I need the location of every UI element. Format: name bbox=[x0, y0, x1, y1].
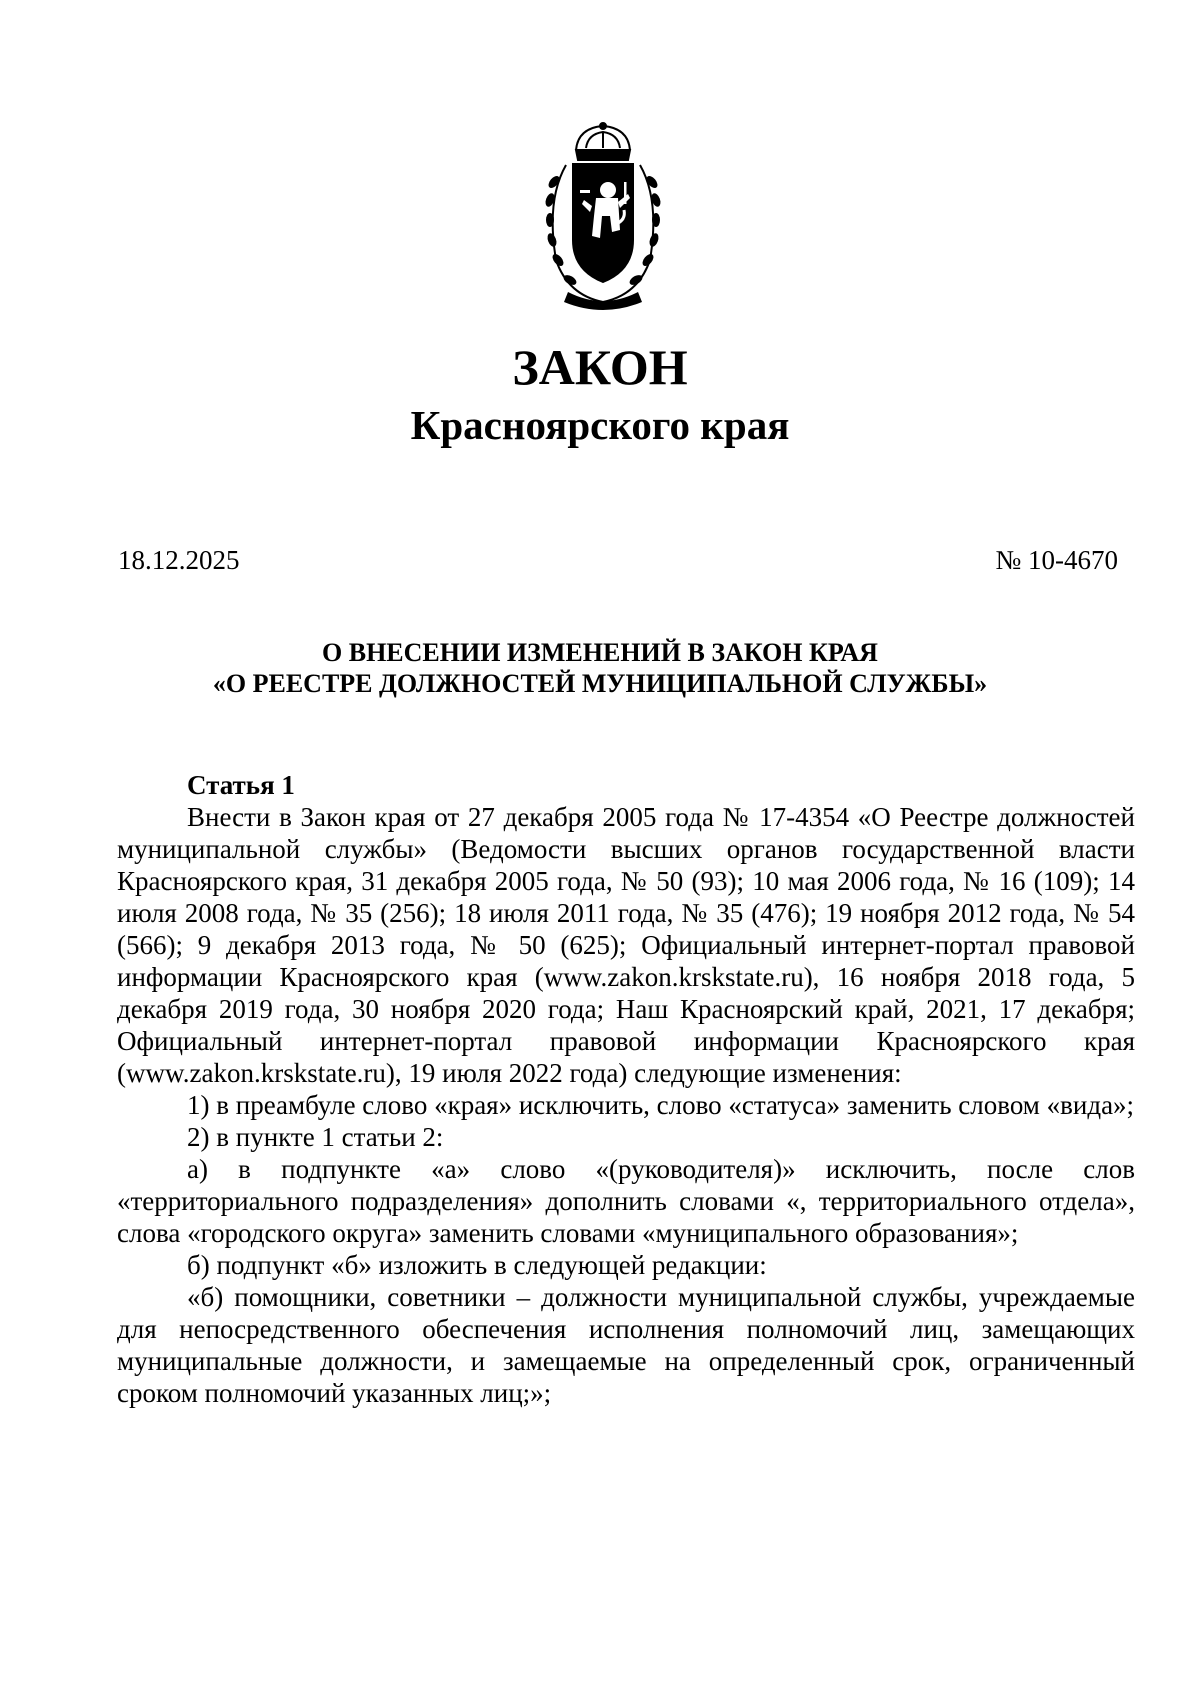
document-number: № 10-4670 bbox=[995, 545, 1118, 575]
document-body bbox=[117, 769, 1135, 1409]
paragraph: 2) в пункте 1 статьи 2: bbox=[187, 1122, 444, 1152]
paragraph: «б) помощники, советники – должности муниципальной службы, учреждаемые для непосредственного обеспечения исполнения полномочий лиц, замещающих муниципальные должности, и замещаемые на определенный срок, ограниченный сроком полномочий указанных лиц;»; bbox=[117, 1282, 1135, 1408]
coat-of-arms-emblem bbox=[538, 120, 668, 315]
paragraph: а) в подпункте «а» слово «(руководителя)» исключить, после слов «территориального подразделения» дополнить словами «, территориального отдела», слова «городского округа» заменить словами «муниципального образования»; bbox=[117, 1154, 1135, 1248]
document-subtitle: Красноярского края bbox=[410, 402, 790, 448]
document-date: 18.12.2025 bbox=[118, 545, 240, 575]
law-heading bbox=[100, 637, 1100, 699]
document-title: ЗАКОН bbox=[512, 339, 688, 395]
paragraph: б) подпункт «б» изложить в следующей редакции: bbox=[187, 1250, 767, 1280]
paragraph: Внести в Закон края от 27 декабря 2005 года № 17-4354 «О Реестре должностей муниципальной службы» (Ведомости высших органов государственной власти Красноярского края, 31 декабря 2005 года, № 50 (93); 10 мая 2006 года, № 16 (109); 14 июля 2008 года, № 35 (256); 18 июля 2011 года, № 35 (476); 19 ноября 2012 года, № 54 (566); 9 декабря 2013 года, № 50 (625); Официальный интернет-портал правовой информации Красноярского края (www.zakon.krskstate.ru), 16 ноября 2018 года, 5 декабря 2019 года, 30 ноября 2020 года; Наш Красноярский край, 2021, 17 декабря; Официальный интернет-портал правовой информации Красноярского края (www.zakon.krskstate.ru), 19 июля 2022 года) следующие изменения: bbox=[117, 802, 1135, 1088]
law-heading-line-2: «О РЕЕСТРЕ ДОЛЖНОСТЕЙ МУНИЦИПАЛЬНОЙ СЛУЖБЫ» bbox=[212, 669, 988, 698]
article-title: Статья 1 bbox=[187, 770, 295, 800]
paragraph: 1) в преамбуле слово «края» исключить, слово «статуса» заменить словом «вида»; bbox=[187, 1090, 1135, 1120]
law-heading-line-1: О ВНЕСЕНИИ ИЗМЕНЕНИЙ В ЗАКОН КРАЯ bbox=[322, 638, 878, 667]
